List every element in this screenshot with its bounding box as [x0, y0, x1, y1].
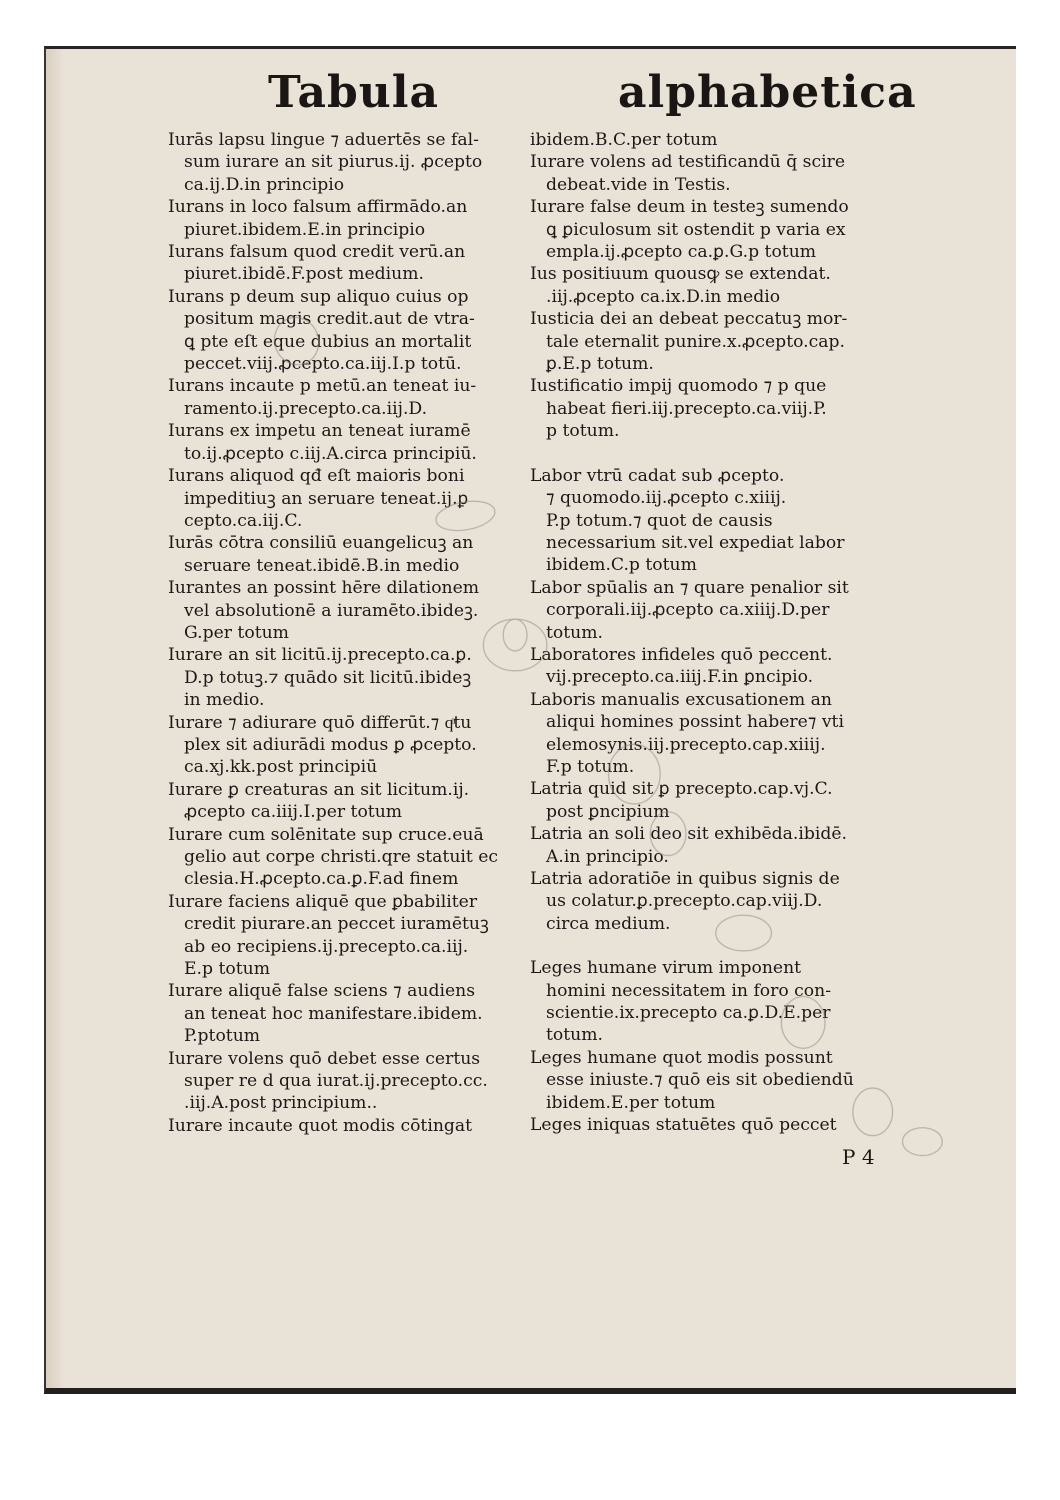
entry-line: piuret.ibidē.F.post medium. [184, 264, 425, 285]
index-entry [530, 957, 880, 1047]
index-entry [530, 1114, 880, 1136]
entry-line: tale eternalit punire.x.ꝓcepto.cap. [546, 331, 845, 352]
entry-line: D.p totuꝫ.⁊ quādo sit licitū.ibideꝫ [184, 667, 472, 688]
index-entry [168, 532, 518, 577]
entry-line: Laboris manualis excusationem an [530, 689, 832, 710]
index-entry [530, 308, 880, 375]
entry-line: scientie.ix.precepto ca.ꝑ.D.E.per [546, 1003, 831, 1024]
entry-line: Iurare ꝑ creaturas an sit licitum.ij. [168, 779, 470, 800]
entry-line: p totum. [546, 421, 620, 442]
index-entry [530, 151, 880, 196]
index-entry [530, 778, 880, 823]
entry-line: to.ij.ꝓcepto c.iij.A.circa principiū. [184, 443, 477, 464]
index-entry [530, 823, 880, 868]
index-entry [168, 980, 518, 1047]
entry-line: totum. [546, 622, 603, 643]
index-entry [168, 891, 518, 981]
index-entry [168, 286, 518, 376]
index-entry [530, 868, 880, 935]
right-column [530, 129, 880, 1136]
entry-line: F.p totum. [546, 756, 635, 777]
entry-line: Iurans ex impetu an teneat iuramē [168, 421, 471, 442]
entry-line: Iurans falsum quod credit verū.an [168, 242, 466, 263]
index-entry [530, 1047, 880, 1114]
entry-line: Labor vtrū cadat sub ꝓcepto. [530, 465, 785, 486]
entry-line: Iurare cum solēnitate sup cruce.euā [168, 824, 484, 845]
entry-line: an teneat hoc manifestare.ibidem. [184, 1003, 483, 1024]
index-entry [168, 241, 518, 286]
entry-line: in medio. [184, 690, 265, 711]
section-gap [530, 935, 880, 957]
entry-line: Ius positiuum quousꝙ se extendat. [530, 264, 831, 285]
entry-line: vel absolutionē a iuramēto.ibideꝫ. [184, 600, 479, 621]
title-right: alphabetica [618, 67, 917, 118]
index-entry [168, 196, 518, 241]
entry-line: .iij.ꝓcepto ca.ix.D.in medio [546, 286, 781, 307]
entry-line: clesia.H.ꝓcepto.ca.ꝑ.F.ad finem [184, 869, 459, 890]
entry-line: Iurare false deum in testeꝫ sumendo [530, 197, 849, 218]
entry-line: ca.ij.D.in principio [184, 174, 345, 195]
entry-line: empla.ij.ꝓcepto ca.ꝑ.G.p totum [546, 242, 817, 263]
entry-line: homini necessitatem in foro con- [546, 980, 832, 1001]
entry-line: ꝑ.E.p totum. [546, 354, 654, 375]
index-entry [168, 375, 518, 420]
entry-line: Iurare an sit licitū.ij.precepto.ca.ꝑ. [168, 645, 472, 666]
entry-line: vij.precepto.ca.iiij.F.in ꝑncipio. [546, 667, 814, 688]
entry-line: circa medium. [546, 913, 671, 934]
entry-line: peccet.viij.ꝓcepto.ca.iij.I.p totū. [184, 354, 462, 375]
index-entry [168, 712, 518, 779]
section-gap [530, 443, 880, 465]
index-entry [530, 263, 880, 308]
entry-line: ꝗ ꝑiculosum sit ostendit p varia ex [546, 219, 846, 240]
entry-line: Iurare ⁊ adiurare quō differūt.⁊ qͣtu [168, 712, 472, 733]
entry-line: Labor spūalis an ⁊ quare penalior sit [530, 577, 849, 598]
entry-line: cepto.ca.iij.C. [184, 510, 303, 531]
index-entry [168, 577, 518, 644]
entry-line: P.p totum.⁊ quot de causis [546, 510, 773, 531]
entry-line: impeditiuꝫ an seruare teneat.ij.ꝑ [184, 488, 469, 509]
entry-line: ibidem.C.p totum [546, 555, 697, 576]
entry-line: Iurans aliquod qđ eſt maioris boni [168, 466, 465, 487]
entry-line: plex sit adiurādi modus ꝑ ꝓcepto. [184, 734, 477, 755]
index-entry [530, 577, 880, 644]
index-entry [168, 420, 518, 465]
entry-line: Iurās lapsu lingue ⁊ aduertēs se fal- [168, 130, 479, 150]
entry-line: gelio aut corpe christi.qre statuit ec [184, 847, 499, 867]
entry-line: elemosynis.iij.precepto.cap.xiiij. [546, 734, 826, 755]
entry-line: ꝓcepto ca.iiij.I.per totum [184, 802, 403, 823]
entry-line: Iurans incaute p metū.an teneat iu- [168, 376, 477, 397]
entry-line: Iurare incaute quot modis cōtingat [168, 1115, 473, 1136]
entry-line: Latria an soli deo sit exhibēda.ibidē. [530, 824, 848, 845]
entry-line: ca.xj.kk.post principiū [184, 757, 378, 778]
manuscript-page [44, 46, 1016, 1394]
entry-line: super re d qua iurat.ij.precepto.cc. [184, 1071, 488, 1092]
entry-line: Iurare volens quō debet esse certus [168, 1048, 481, 1069]
entry-line: G.per totum [184, 622, 289, 643]
entry-line: ibidem.B.C.per totum [530, 130, 718, 150]
entry-line: ibidem.E.per totum [546, 1092, 716, 1113]
entry-line: E.p totum [184, 959, 271, 980]
entry-line: Iurans in loco falsum affirmādo.an [168, 197, 468, 218]
entry-line: Latria quid sit ꝑ precepto.cap.vj.C. [530, 779, 833, 800]
entry-line: ramento.ij.precepto.ca.iij.D. [184, 398, 428, 419]
entry-line: ꝗ pte eſt eque dubius an mortalit [184, 331, 472, 352]
index-entry [168, 129, 518, 196]
signature-mark: P 4 [842, 1145, 875, 1169]
entry-line: Leges humane quot modis possunt [530, 1047, 833, 1068]
entry-line: habeat fieri.iij.precepto.ca.viij.P. [546, 398, 827, 419]
entry-line: post ꝑncipium [546, 801, 670, 822]
entry-line: totum. [546, 1025, 603, 1046]
page-edge-shadow [46, 49, 64, 1388]
entry-line: ⁊ quomodo.iij.ꝓcepto c.xiiij. [546, 488, 787, 509]
entry-line: Iurare faciens aliquē que ꝑbabiliter [168, 891, 478, 912]
index-entry [530, 375, 880, 442]
entry-line: seruare teneat.ibidē.B.in medio [184, 555, 460, 576]
entry-line: us colatur.ꝑ.precepto.cap.viij.D. [546, 891, 823, 912]
index-entry [168, 779, 518, 824]
entry-line: Iurās cōtra consiliū euangelicuꝫ an [168, 533, 474, 554]
entry-line: necessarium sit.vel expediat labor [546, 532, 845, 553]
entry-line: Iurare volens ad testificandū q̄ scire [530, 152, 846, 173]
page-header [46, 67, 1016, 137]
entry-line: Iurantes an possint hēre dilationem [168, 578, 480, 599]
index-entry [530, 644, 880, 689]
entry-line: Latria adoratiōe in quibus signis de [530, 869, 840, 889]
entry-line: Leges iniquas statuētes quō peccet [530, 1115, 837, 1136]
entry-line: positum magis credit.aut de vtra- [184, 309, 475, 330]
entry-line: Iurans p deum sup aliquo cuius op [168, 286, 469, 307]
entry-line: P.ptotum [184, 1026, 261, 1047]
entry-line: sum iurare an sit piurus.ij. ꝓcepto [184, 152, 483, 173]
index-entry [168, 1115, 518, 1137]
index-entry [168, 644, 518, 711]
entry-line: Iusticia dei an debeat peccatuꝫ mor- [530, 309, 848, 330]
index-entry [168, 465, 518, 532]
entry-line: credit piurare.an peccet iuramētuꝫ [184, 914, 489, 935]
entry-line: esse iniuste.⁊ quō eis sit obediendū [546, 1070, 854, 1091]
index-entry [530, 689, 880, 779]
entry-line: aliqui homines possint habere⁊ vti [546, 712, 844, 733]
entry-line: Leges humane virum imponent [530, 958, 802, 979]
left-column [168, 129, 518, 1137]
index-entry [168, 824, 518, 891]
index-entry [530, 196, 880, 263]
index-entry [530, 129, 880, 151]
entry-line: Laboratores infideles quō peccent. [530, 644, 833, 665]
title-left: Tabula [268, 67, 440, 118]
entry-line: A.in principio. [546, 846, 669, 867]
entry-line: ab eo recipiens.ij.precepto.ca.iij. [184, 936, 469, 957]
entry-line: Iustificatio impij quomodo ⁊ p que [530, 376, 827, 397]
index-entry [530, 465, 880, 577]
entry-line: Iurare aliquē false sciens ⁊ audiens [168, 981, 476, 1002]
entry-line: .iij.A.post principium.. [184, 1093, 378, 1114]
entry-line: corporali.iij.ꝓcepto ca.xiiij.D.per [546, 600, 830, 621]
entry-line: piuret.ibidem.E.in principio [184, 219, 426, 240]
index-entry [168, 1048, 518, 1115]
entry-line: debeat.vide in Testis. [546, 174, 731, 195]
